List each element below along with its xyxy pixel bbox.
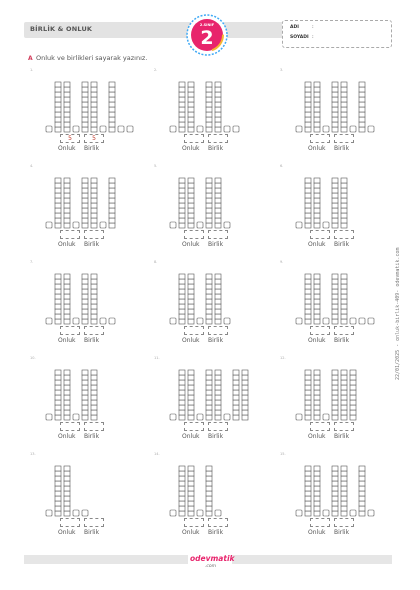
ten-rod <box>314 274 320 324</box>
instruction-letter: A <box>28 55 33 62</box>
base-ten-blocks <box>38 460 148 518</box>
ten-rod <box>64 466 70 516</box>
one-cube <box>233 126 239 132</box>
one-cube <box>197 510 203 516</box>
one-cube <box>350 126 356 132</box>
ten-rod <box>55 82 61 132</box>
ten-rod <box>179 274 185 324</box>
tens-answer-box[interactable] <box>310 518 330 527</box>
one-cube <box>350 318 356 324</box>
tens-answer-box[interactable] <box>184 518 204 527</box>
ten-rod <box>215 82 221 132</box>
problem-3 <box>282 70 402 160</box>
one-cube <box>82 510 88 516</box>
ten-rod <box>233 370 239 420</box>
one-cube <box>296 318 302 324</box>
ten-rod <box>179 466 185 516</box>
one-cube <box>197 222 203 228</box>
one-cube <box>73 222 79 228</box>
one-cube <box>46 222 52 228</box>
one-cube <box>100 222 106 228</box>
ones-answer-box[interactable] <box>208 422 228 431</box>
one-cube <box>350 510 356 516</box>
ten-rod <box>332 274 338 324</box>
ten-rod <box>332 82 338 132</box>
ones-label: Birlik <box>334 241 350 248</box>
one-cube <box>323 318 329 324</box>
ten-rod <box>305 82 311 132</box>
ones-answer-box[interactable] <box>208 134 228 143</box>
problem-11 <box>156 358 276 448</box>
grade-number: 2 <box>200 27 214 49</box>
instruction-text: Onluk ve birlikleri sayarak yazınız. <box>36 54 148 62</box>
tens-label: Onluk <box>58 145 76 152</box>
ones-label: Birlik <box>84 337 100 344</box>
base-ten-blocks <box>38 364 148 422</box>
ones-answer-box[interactable]: 5 <box>84 134 104 143</box>
tens-label: Onluk <box>308 145 326 152</box>
ten-rod <box>64 370 70 420</box>
base-ten-blocks <box>162 268 272 326</box>
one-cube <box>359 318 365 324</box>
one-cube <box>197 126 203 132</box>
one-cube <box>73 414 79 420</box>
tens-label: Onluk <box>308 433 326 440</box>
ten-rod <box>215 178 221 228</box>
ten-rod <box>206 466 212 516</box>
ten-rod <box>206 370 212 420</box>
ten-rod <box>341 274 347 324</box>
ten-rod <box>341 82 347 132</box>
ones-label: Birlik <box>334 433 350 440</box>
ones-label: Birlik <box>334 145 350 152</box>
ten-rod <box>314 370 320 420</box>
one-cube <box>73 126 79 132</box>
tens-label: Onluk <box>182 241 200 248</box>
one-cube <box>170 222 176 228</box>
problem-14 <box>156 454 276 544</box>
ones-answer-box[interactable] <box>334 134 354 143</box>
one-cube <box>100 318 106 324</box>
ten-rod <box>215 274 221 324</box>
ten-rod <box>91 82 97 132</box>
base-ten-blocks <box>162 364 272 422</box>
name-colon: : <box>312 24 314 30</box>
one-cube <box>296 126 302 132</box>
problem-10 <box>32 358 152 448</box>
one-cube <box>368 126 374 132</box>
ten-rod <box>215 370 221 420</box>
base-ten-blocks <box>288 460 398 518</box>
ten-rod <box>188 82 194 132</box>
tens-answer-box[interactable] <box>60 230 80 239</box>
ten-rod <box>314 178 320 228</box>
ten-rod <box>305 274 311 324</box>
tens-label: Onluk <box>182 337 200 344</box>
one-cube <box>296 222 302 228</box>
surname-colon: : <box>312 34 314 40</box>
one-cube <box>224 222 230 228</box>
ten-rod <box>350 370 356 420</box>
ten-rod <box>179 370 185 420</box>
ones-answer-box[interactable] <box>84 326 104 335</box>
base-ten-blocks <box>288 364 398 422</box>
base-ten-blocks <box>38 268 148 326</box>
ten-rod <box>341 370 347 420</box>
ten-rod <box>188 466 194 516</box>
one-cube <box>170 126 176 132</box>
one-cube <box>170 318 176 324</box>
problem-number: 2. <box>154 68 158 72</box>
tens-label: Onluk <box>308 529 326 536</box>
ones-answer-box[interactable] <box>84 518 104 527</box>
sheet-title: BİRLİK & ONLUK <box>30 25 93 33</box>
ten-rod <box>91 370 97 420</box>
ten-rod <box>82 274 88 324</box>
one-cube <box>46 510 52 516</box>
ten-rod <box>332 370 338 420</box>
tens-answer-box[interactable] <box>60 422 80 431</box>
one-cube <box>73 510 79 516</box>
ten-rod <box>179 82 185 132</box>
ten-rod <box>64 178 70 228</box>
name-label: ADI <box>290 25 299 30</box>
problem-number: 8. <box>154 260 158 264</box>
base-ten-blocks <box>38 76 148 134</box>
ten-rod <box>82 82 88 132</box>
ones-label: Birlik <box>208 433 224 440</box>
problem-number: 9. <box>280 260 284 264</box>
tens-answer-box[interactable] <box>310 326 330 335</box>
ten-rod <box>332 178 338 228</box>
one-cube <box>323 414 329 420</box>
one-cube <box>224 126 230 132</box>
problem-4 <box>32 166 152 256</box>
tens-label: Onluk <box>58 337 76 344</box>
one-cube <box>323 510 329 516</box>
ones-label: Birlik <box>208 145 224 152</box>
ten-rod <box>188 274 194 324</box>
ten-rod <box>242 370 248 420</box>
tens-answer-box[interactable]: 5 <box>60 134 80 143</box>
tens-answer-box[interactable] <box>60 518 80 527</box>
problem-number: 13. <box>30 452 36 456</box>
tens-label: Onluk <box>182 145 200 152</box>
grade-badge <box>186 14 228 56</box>
ones-label: Birlik <box>208 529 224 536</box>
ten-rod <box>206 178 212 228</box>
ones-label: Birlik <box>334 529 350 536</box>
problem-number: 11. <box>154 356 160 360</box>
tens-label: Onluk <box>58 433 76 440</box>
ten-rod <box>314 82 320 132</box>
ten-rod <box>305 178 311 228</box>
base-ten-blocks <box>162 460 272 518</box>
problem-9 <box>282 262 402 352</box>
ten-rod <box>91 178 97 228</box>
tens-answer-box[interactable] <box>310 230 330 239</box>
base-ten-blocks <box>288 76 398 134</box>
ten-rod <box>82 178 88 228</box>
ones-answer-box[interactable] <box>334 326 354 335</box>
tens-label: Onluk <box>58 529 76 536</box>
tens-answer-box[interactable] <box>184 134 204 143</box>
ten-rod <box>341 466 347 516</box>
problem-number: 4. <box>30 164 34 168</box>
ten-rod <box>305 370 311 420</box>
ten-rod <box>179 178 185 228</box>
one-cube <box>118 126 124 132</box>
problem-6 <box>282 166 402 256</box>
ones-answer-box[interactable] <box>84 230 104 239</box>
problem-7 <box>32 262 152 352</box>
one-cube <box>197 318 203 324</box>
tens-answer-box[interactable] <box>310 422 330 431</box>
ten-rod <box>341 178 347 228</box>
one-cube <box>296 510 302 516</box>
problem-number: 1. <box>30 68 34 72</box>
surname-label: SOYADI <box>290 35 309 40</box>
ten-rod <box>206 274 212 324</box>
one-cube <box>46 126 52 132</box>
one-cube <box>170 414 176 420</box>
ten-rod <box>55 370 61 420</box>
base-ten-blocks <box>288 172 398 230</box>
ten-rod <box>206 82 212 132</box>
tens-label: Onluk <box>58 241 76 248</box>
ones-answer-box[interactable] <box>208 518 228 527</box>
ones-label: Birlik <box>84 433 100 440</box>
one-cube <box>215 510 221 516</box>
ten-rod <box>188 370 194 420</box>
problem-13 <box>32 454 152 544</box>
one-cube <box>323 126 329 132</box>
one-cube <box>323 222 329 228</box>
ten-rod <box>91 274 97 324</box>
ten-rod <box>82 370 88 420</box>
ones-label: Birlik <box>84 241 100 248</box>
ones-label: Birlik <box>334 337 350 344</box>
one-cube <box>224 414 230 420</box>
ten-rod <box>64 274 70 324</box>
problem-1 <box>32 70 152 160</box>
problem-number: 14. <box>154 452 160 456</box>
base-ten-blocks <box>288 268 398 326</box>
one-cube <box>224 318 230 324</box>
footer-logo-text: odevmatik <box>190 554 235 563</box>
ten-rod <box>359 82 365 132</box>
ones-label: Birlik <box>208 337 224 344</box>
problem-number: 7. <box>30 260 34 264</box>
one-cube <box>109 318 115 324</box>
ten-rod <box>64 82 70 132</box>
one-cube <box>368 318 374 324</box>
tens-label: Onluk <box>308 337 326 344</box>
ten-rod <box>314 466 320 516</box>
problem-number: 6. <box>280 164 284 168</box>
problem-number: 5. <box>154 164 158 168</box>
base-ten-blocks <box>38 172 148 230</box>
one-cube <box>46 318 52 324</box>
ten-rod <box>109 178 115 228</box>
base-ten-blocks <box>162 76 272 134</box>
header-bar-right <box>224 22 282 38</box>
tens-answer-box[interactable] <box>184 326 204 335</box>
footer-logo-sub: .com <box>205 564 217 569</box>
one-cube <box>197 414 203 420</box>
one-cube <box>127 126 133 132</box>
one-cube <box>46 414 52 420</box>
ten-rod <box>55 274 61 324</box>
ones-answer-box[interactable] <box>208 326 228 335</box>
problem-15 <box>282 454 402 544</box>
base-ten-blocks <box>162 172 272 230</box>
problem-8 <box>156 262 276 352</box>
ones-answer-box[interactable] <box>334 518 354 527</box>
problem-5 <box>156 166 276 256</box>
one-cube <box>73 318 79 324</box>
ones-answer-box[interactable] <box>334 230 354 239</box>
ten-rod <box>305 466 311 516</box>
problem-number: 10. <box>30 356 36 360</box>
tens-label: Onluk <box>182 433 200 440</box>
tens-answer-box[interactable] <box>310 134 330 143</box>
problem-12 <box>282 358 402 448</box>
problem-number: 3. <box>280 68 284 72</box>
ten-rod <box>332 466 338 516</box>
ones-answer-box[interactable] <box>208 230 228 239</box>
ten-rod <box>55 178 61 228</box>
ones-label: Birlik <box>208 241 224 248</box>
one-cube <box>368 510 374 516</box>
ten-rod <box>359 466 365 516</box>
one-cube <box>170 510 176 516</box>
problem-number: 15. <box>280 452 286 456</box>
grade-label: 2.SINIF <box>199 23 215 27</box>
ones-answer-box[interactable] <box>84 422 104 431</box>
side-watermark-text: 22/01/2025 - onluk-birlik-409- odevmatik.com <box>395 247 401 380</box>
one-cube <box>296 414 302 420</box>
ten-rod <box>109 82 115 132</box>
one-cube <box>100 126 106 132</box>
tens-label: Onluk <box>308 241 326 248</box>
problem-number: 12. <box>280 356 286 360</box>
ones-answer-box[interactable] <box>334 422 354 431</box>
ones-label: Birlik <box>84 529 100 536</box>
ones-label: Birlik <box>84 145 100 152</box>
ten-rod <box>55 466 61 516</box>
tens-answer-box[interactable] <box>184 422 204 431</box>
ten-rod <box>188 178 194 228</box>
tens-answer-box[interactable] <box>60 326 80 335</box>
tens-answer-box[interactable] <box>184 230 204 239</box>
tens-label: Onluk <box>182 529 200 536</box>
problem-2 <box>156 70 276 160</box>
